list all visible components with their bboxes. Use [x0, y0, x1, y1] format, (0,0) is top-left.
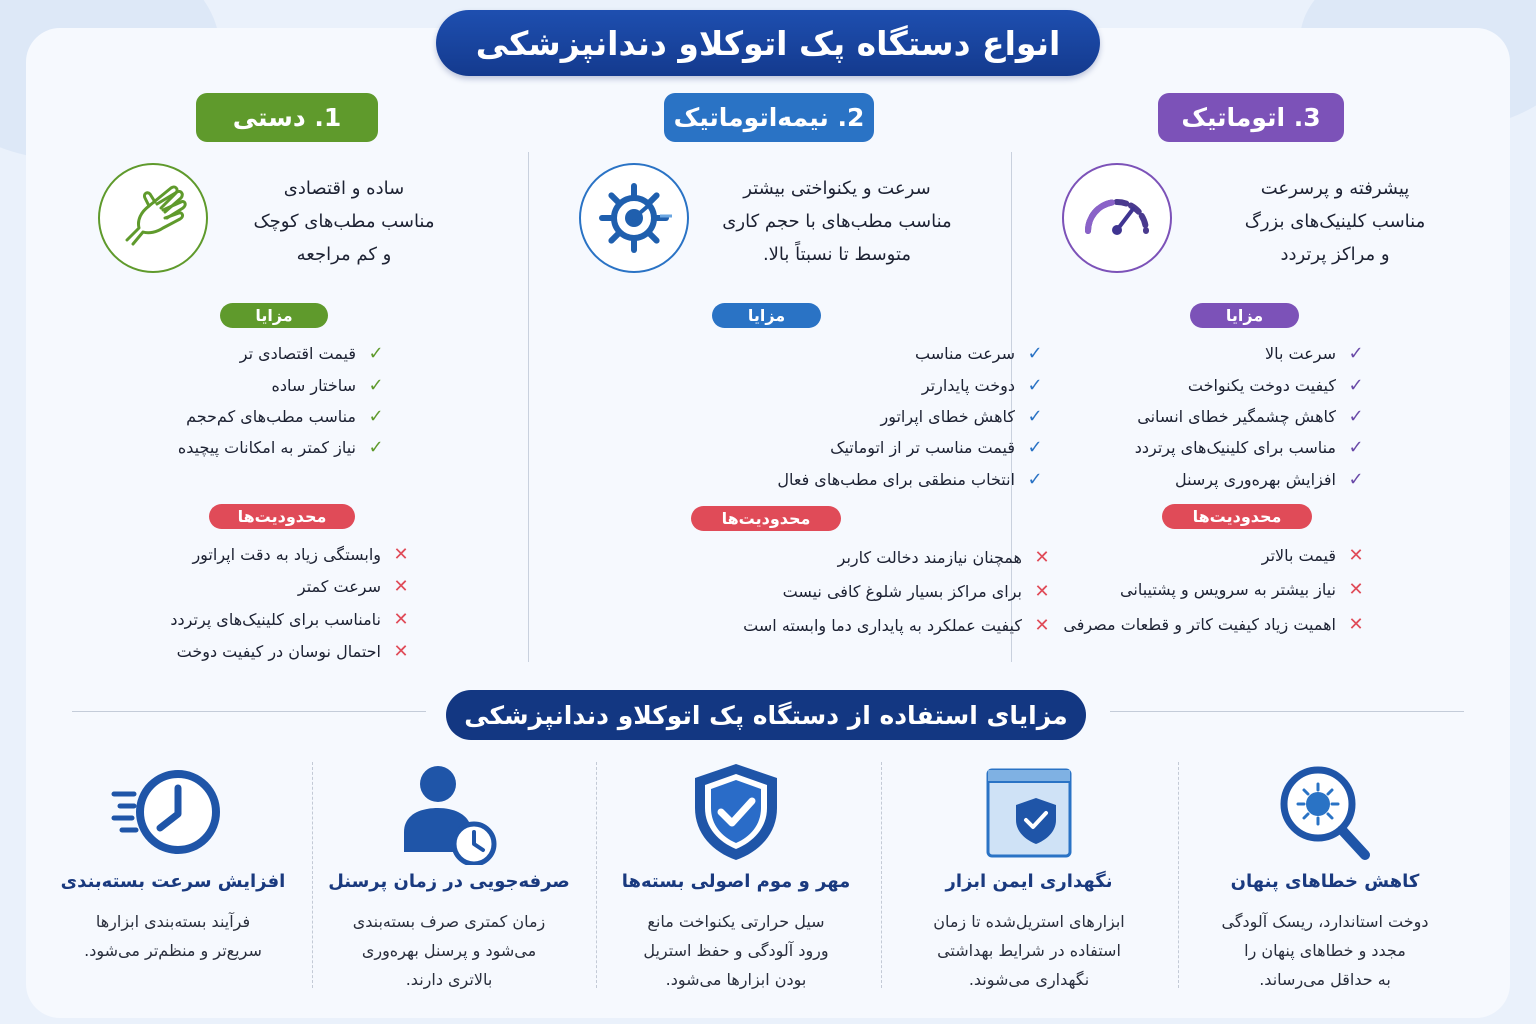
section-divider	[1110, 711, 1464, 712]
list-item: ✓ کاهش چشمگیر خطای انسانی	[1137, 405, 1364, 427]
shield-check-icon	[681, 760, 791, 865]
list-item: ✕ نیاز بیشتر به سرویس و پشتیبانی	[1120, 579, 1364, 601]
list-item: ✕ همچنان نیازمند دخالت کاربر	[837, 546, 1050, 568]
column-automatic	[1040, 90, 1510, 670]
advantages-label: مزایا	[1190, 303, 1299, 328]
list-item: ✕ برای مراکز بسیار شلوغ کافی نیست	[782, 580, 1050, 602]
list-item: ✓ افزایش بهره‌وری پرسنل	[1174, 468, 1364, 490]
benefit-divider	[312, 762, 313, 988]
benefit-description: ابزارهای استریل‌شده تا زمان استفاده در شرایط بهداشتی نگهداری می‌شوند.	[933, 912, 1125, 989]
limitations-list-automatic	[1063, 538, 1364, 642]
benefit-divider	[1178, 762, 1179, 988]
gear-icon	[579, 163, 689, 273]
list-item: ✓ مناسب مطب‌های کم‌حجم	[186, 405, 384, 427]
list-item: ✕ احتمال نوسان در کیفیت دوخت	[176, 641, 409, 663]
list-item: ✓ قیمت مناسب تر از اتوماتیک	[830, 437, 1043, 459]
list-item: ✕ نامناسب برای کلینیک‌های پرتردد	[170, 608, 409, 630]
list-item: ✓ سرعت بالا	[1264, 343, 1364, 365]
column-heading-automatic: 3. اتوماتیک	[1158, 93, 1344, 142]
advantages-label: مزایا	[712, 303, 821, 328]
section-divider	[72, 711, 426, 712]
benefit-staff-time	[318, 755, 580, 1005]
list-item: ✓ نیاز کمتر به امکانات پیچیده	[177, 437, 384, 459]
column-semi-automatic	[555, 90, 1050, 670]
speedometer-icon	[1062, 163, 1172, 273]
list-item: ✓ کاهش خطای اپراتور	[880, 405, 1043, 427]
column-description-manual: ساده و اقتصادی مناسب مطب‌های کوچک و کم مراجعه	[253, 178, 435, 265]
page-title: انواع دستگاه پک اتوکلاو دندانپزشکی	[436, 10, 1100, 76]
shield-pouch-icon	[974, 760, 1084, 865]
benefit-description: فرآیند بسته‌بندی ابزارها سریع‌تر و منظم‌تر می‌شود.	[84, 912, 262, 960]
benefit-safe-storage	[898, 755, 1160, 1005]
column-heading-semi-automatic: 2. نیمه‌اتوماتیک	[664, 93, 874, 142]
limitations-list-manual	[170, 538, 409, 668]
list-item: ✓ قیمت اقتصادی تر	[239, 343, 384, 365]
advantages-list-semi-automatic	[777, 338, 1043, 495]
benefit-divider	[596, 762, 597, 988]
column-heading-manual: 1. دستی	[196, 93, 378, 142]
list-item: ✓ انتخاب منطقی برای مطب‌های فعال	[777, 468, 1043, 490]
list-item: ✓ مناسب برای کلینیک‌های پرتردد	[1134, 437, 1364, 459]
person-clock-icon	[394, 760, 504, 865]
benefit-description: زمان کمتری صرف بسته‌بندی می‌شود و پرسنل بهره‌وری بالاتری دارند.	[352, 912, 546, 989]
list-item: ✓ سرعت مناسب	[915, 343, 1043, 365]
advantages-list-automatic	[1135, 338, 1364, 495]
column-description-semi-automatic: سرعت و یکنواختی بیشتر مناسب مطب‌های با حجم کاری متوسط تا نسبتاً بالا.	[722, 178, 952, 265]
virus-magnifier-icon	[1270, 760, 1380, 865]
benefit-title: نگهداری ایمن ابزار	[945, 871, 1113, 892]
limitations-label: محدودیت‌ها	[1162, 504, 1312, 529]
list-item: ✕ قیمت بالاتر	[1261, 544, 1364, 566]
column-manual	[74, 90, 544, 670]
fast-clock-icon	[118, 760, 228, 865]
benefit-hidden-errors	[1194, 755, 1456, 1005]
advantages-list-manual	[178, 338, 384, 464]
limitations-label: محدودیت‌ها	[691, 506, 841, 531]
advantages-label: مزایا	[220, 303, 328, 328]
benefit-divider	[881, 762, 882, 988]
benefit-proper-sealing	[605, 755, 867, 1005]
benefit-title: کاهش خطاهای پنهان	[1230, 871, 1420, 892]
benefit-description: سیل حرارتی یکنواخت مانع ورود آلودگی و حفظ استریل بودن ابزارها می‌شود.	[643, 912, 829, 989]
list-item: ✕ وابستگی زیاد به دقت اپراتور	[192, 543, 409, 565]
benefit-title: مهر و موم اصولی بسته‌ها	[621, 871, 851, 892]
list-item: ✓ ساختار ساده	[271, 374, 384, 396]
list-item: ✕ سرعت کمتر	[297, 576, 409, 598]
hand-icon	[98, 163, 208, 273]
benefit-packaging-speed	[42, 755, 304, 1005]
benefit-title: افزایش سرعت بسته‌بندی	[60, 871, 286, 892]
limitations-label: محدودیت‌ها	[209, 504, 355, 529]
limitations-list-semi-automatic	[743, 540, 1050, 642]
list-item: ✕ اهمیت زیاد کیفیت کاتر و قطعات مصرفی	[1063, 613, 1364, 635]
list-item: ✓ کیفیت دوخت یکنواخت	[1187, 374, 1364, 396]
benefits-title: مزایای استفاده از دستگاه پک اتوکلاو دندانپزشکی	[446, 690, 1086, 740]
column-description-automatic: پیشرفته و پرسرعت مناسب کلینیک‌های بزرگ و مراکز پرتردد	[1244, 178, 1426, 265]
benefit-title: صرفه‌جویی در زمان پرسنل	[328, 871, 570, 892]
benefit-description: دوخت استاندارد، ریسک آلودگی مجدد و خطاهای پنهان را به حداقل می‌رساند.	[1221, 912, 1429, 989]
list-item: ✓ دوخت پایدارتر	[921, 374, 1043, 396]
list-item: ✕ کیفیت عملکرد به پایداری دما وابسته است	[743, 614, 1050, 636]
